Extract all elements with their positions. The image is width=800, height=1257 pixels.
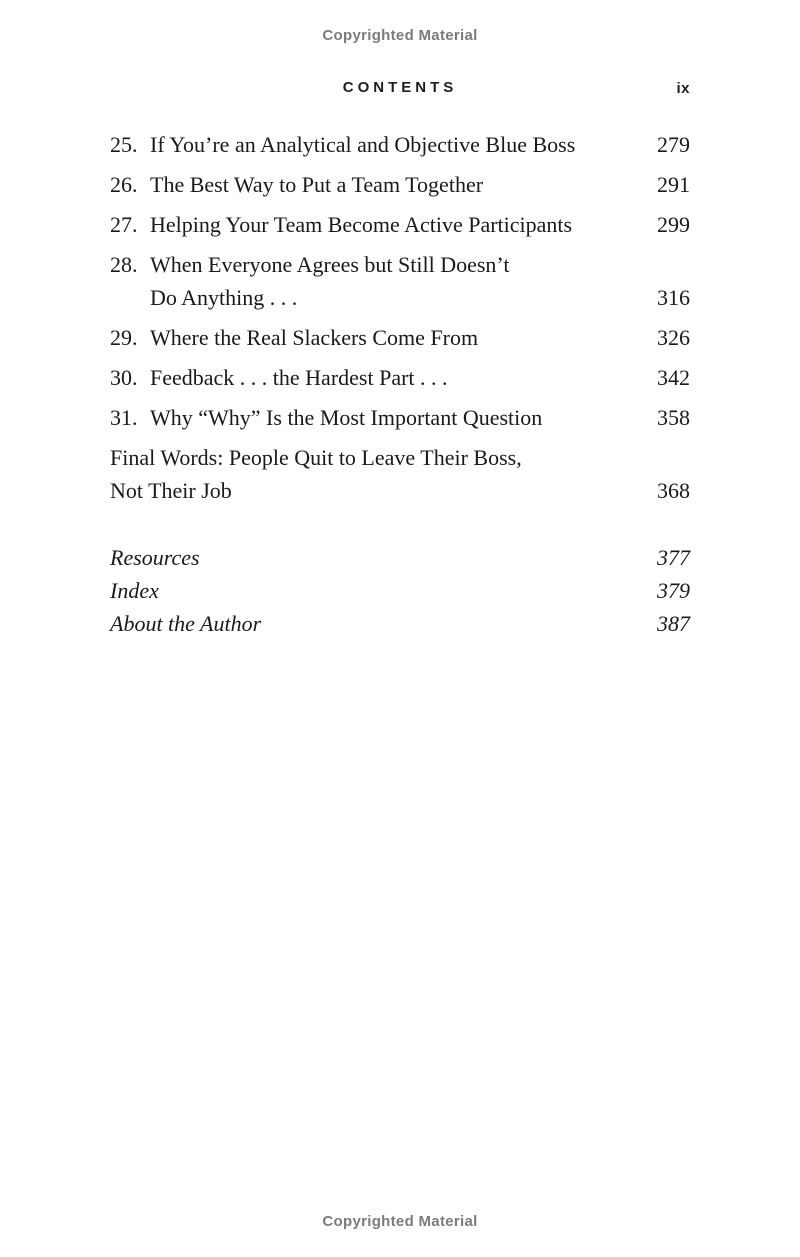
toc-entry-resources: [110, 541, 690, 574]
toc-row-continuation: [110, 281, 690, 314]
final-words-line2: Not Their Job: [110, 478, 232, 503]
chapter-title: If You’re an Analytical and Objective Blue Boss: [150, 132, 576, 157]
chapter-number: 27.: [110, 212, 138, 237]
toc-row: [110, 208, 690, 241]
toc-row-continuation: [110, 474, 690, 507]
chapter-number: 26.: [110, 172, 138, 197]
chapter-page-number: 291: [657, 172, 690, 197]
toc-entry-ch25: [110, 128, 690, 161]
chapter-number-spacer: [110, 281, 150, 314]
chapter-number: 25.: [110, 132, 138, 157]
toc-row: [110, 607, 690, 640]
chapter-title-line1: When Everyone Agrees but Still Doesn’t: [150, 252, 510, 277]
back-matter-title: Index: [110, 578, 159, 603]
toc-row: [110, 541, 690, 574]
chapter-number: 31.: [110, 405, 138, 430]
contents-heading: CONTENTS: [342, 79, 458, 96]
copyright-notice-bottom: Copyrighted Material: [322, 1213, 478, 1230]
toc-row: [110, 574, 690, 607]
back-matter-page-number: 387: [657, 611, 690, 636]
chapter-number: 29.: [110, 325, 138, 350]
chapter-title-line2: Do Anything . . .: [150, 285, 298, 310]
toc-entry-final-words: [110, 441, 690, 507]
chapter-page-number: 326: [657, 325, 690, 350]
toc-entry-about-the-author: [110, 607, 690, 640]
folio-page-number: ix: [676, 80, 690, 97]
back-matter-page-number: 379: [657, 578, 690, 603]
toc-entry-ch31: [110, 401, 690, 434]
toc-entry-ch30: [110, 361, 690, 394]
toc-row: [110, 248, 690, 281]
chapter-title: Feedback . . . the Hardest Part . . .: [150, 365, 448, 390]
toc-row: [110, 441, 690, 474]
toc-entry-index: [110, 574, 690, 607]
final-words-line1: Final Words: People Quit to Leave Their Boss,: [110, 445, 522, 470]
page-header: [110, 79, 690, 99]
chapter-title: The Best Way to Put a Team Together: [150, 172, 484, 197]
back-matter-section: [110, 541, 690, 640]
table-of-contents: [110, 128, 690, 640]
chapter-page-number: 358: [657, 405, 690, 430]
back-matter-title: Resources: [110, 545, 200, 570]
back-matter-page-number: 377: [657, 545, 690, 570]
toc-entry-ch28: [110, 248, 690, 314]
toc-entry-ch29: [110, 321, 690, 354]
toc-row: [110, 361, 690, 394]
chapter-number: 28.: [110, 252, 138, 277]
toc-entry-ch27: [110, 208, 690, 241]
chapter-title: Why “Why” Is the Most Important Question: [150, 405, 543, 430]
toc-row: [110, 128, 690, 161]
chapter-number: 30.: [110, 365, 138, 390]
toc-row: [110, 168, 690, 201]
toc-row: [110, 321, 690, 354]
chapter-page-number: 368: [657, 478, 690, 503]
copyright-notice-top: Copyrighted Material: [322, 27, 478, 44]
toc-row: [110, 401, 690, 434]
chapter-page-number: 342: [657, 365, 690, 390]
toc-entry-ch26: [110, 168, 690, 201]
chapter-title: Helping Your Team Become Active Participants: [150, 212, 573, 237]
chapter-page-number: 316: [657, 285, 690, 310]
chapter-page-number: 299: [657, 212, 690, 237]
chapter-title: Where the Real Slackers Come From: [150, 325, 479, 350]
chapter-page-number: 279: [657, 132, 690, 157]
back-matter-title: About the Author: [110, 611, 262, 636]
